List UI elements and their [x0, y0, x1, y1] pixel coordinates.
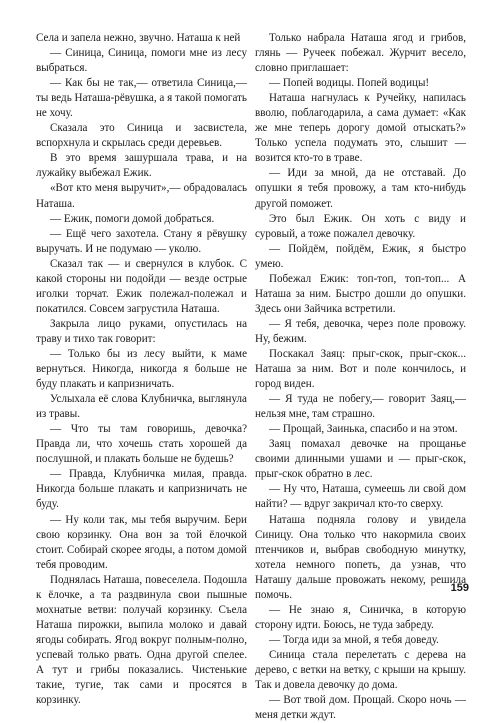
paragraph: — Иди за мной, да не отставай. До опушки я тебя провожу, а там кто-нибудь другой поможет. [255, 167, 466, 210]
paragraph: Заяц помахал девочке на прощанье своими длинными ушами и — прыг-скок, прыг-скок обратно в лес. [255, 438, 466, 481]
paragraph: — Пойдём, пойдём, Ежик, я быстро умею. [255, 242, 466, 270]
paragraph: — Ну что, Наташа, сумеешь ли свой дом найти? — вдруг закричал кто-то сверху. [255, 483, 466, 511]
paragraph: Побежал Ежик: топ-топ, топ-топ... А Наташа за ним. Быстро дошли до опушки. Здесь они Зайчика встретили. [255, 272, 466, 315]
paragraph: — Синица, Синица, помоги мне из лесу выбраться. [36, 47, 247, 75]
paragraph: — Как бы не так,— ответила Синица,— ты ведь Наташа-рёвушка, а я такой помогать не хочу. [36, 77, 247, 120]
paragraph: Только набрала Наташа ягод и грибов, глянь — Ручеек побежал. Журчит весело, словно приглашает: [255, 32, 466, 75]
paragraph: — Только бы из лесу выйти, к маме вернуться. Никогда, никогда я больше не буду плакать и капризничать. [36, 347, 247, 391]
paragraph: — Попей водицы. Попей водицы! [269, 77, 430, 90]
paragraph: — Вот твой дом. Прощай. Скоро ночь — меня детки ждут. [255, 694, 466, 722]
paragraph: Это был Ежик. Он хоть с виду и суровый, а тоже пожалел девочку. [255, 212, 466, 240]
paragraph: Синица стала перелетать с дерева на дерево, с ветки на ветку, с крыши на крышу. Так и довела девочку до дома. [255, 648, 466, 692]
paragraph: Закрыла лицо руками, опустилась на траву и тихо так говорит: [36, 317, 247, 345]
paragraph: Поскакал Заяц: прыг-скок, прыг-скок... Наташа за ним. Вот и поле кончилось, и город виден. [255, 347, 466, 391]
left-text-column [36, 31, 247, 708]
paragraph: — Я туда не побегу,— говорит Заяц,— нельзя мне, там страшно. [255, 393, 466, 421]
paragraph: — Прощай, Заинька, спасибо и на этом. [269, 423, 458, 436]
paragraph: — Правда, Клубничка милая, правда. Никогда больше плакать и капризничать не буду. [36, 468, 247, 511]
paragraph: Наташа подняла голову и увидела Синицу. Она только что накормила своих птенчиков и, выбрав свободную минутку, хотела немного попеть, да узнав, что Наташу дальше провожать некому, решила помочь. [255, 513, 466, 601]
paragraph: — Что ты там говоришь, девочка? Правда ли, что хочешь стать хорошей да послушной, и плакать больше не будешь? [36, 423, 247, 466]
paragraph: Сказала это Синица и засвистела, вспорхнула и скрылась среди деревьев. [36, 122, 247, 150]
paragraph: — Я тебя, девочка, через поле провожу. Ну, бежим. [255, 317, 466, 345]
paragraph: — Ну коли так, мы тебя выручим. Бери свою корзинку. Она вон за той ёлочкой стоит. Собирай скорее ягоды, а потом домой тебя проводим. [36, 513, 247, 571]
paragraph: — Не знаю я, Синичка, в которую сторону идти. Боюсь, не туда забреду. [255, 603, 466, 631]
paragraph: — Ещё чего захотела. Стану я рёвушку выручать. И не подумаю — уколю. [36, 227, 247, 255]
right-text-column [255, 31, 466, 723]
paragraph: Поднялась Наташа, повеселела. Подошла к ёлочке, а та раздвинула свои пышные мохнатые ветви: получай корзинку. Съела Наташа пирожки, выпила молоко и давай ягоды собирать. Ягод вокруг полным-полно, успевай только рвать. Одна другой спелее. А тут и грибы показались. Чистенькие такие, тугие, так сами и просятся в корзинку. [36, 573, 247, 707]
paragraph: Сказал так — и свернулся в клубок. С какой стороны ни подойди — везде острые иголки торчат. Ежик полежал-полежал и покатился. Совсем загрустила Наташа. [36, 257, 247, 315]
page-number: 159 [450, 582, 469, 594]
paragraph: Услыхала её слова Клубничка, выглянула из травы. [36, 393, 247, 421]
paragraph: «Вот кто меня выручит»,— обрадовалась Наташа. [36, 182, 247, 210]
paragraph: — Ежик, помоги домой добраться. [50, 212, 215, 225]
paragraph: Наташа нагнулась к Ручейку, напилась вволю, поблагодарила, а сама думает: «Как же мне теперь дорогу домой отыскать?» Только успела подумать это, слышит — возится кто-то в траве. [255, 92, 466, 165]
paragraph: — Тогда иди за мной, я тебя доведу. [269, 633, 439, 646]
paragraph: Села и запела нежно, звучно. Наташа к ней [36, 32, 241, 44]
paragraph: В это время зашуршала трава, и на лужайку выбежал Ежик. [36, 152, 247, 180]
